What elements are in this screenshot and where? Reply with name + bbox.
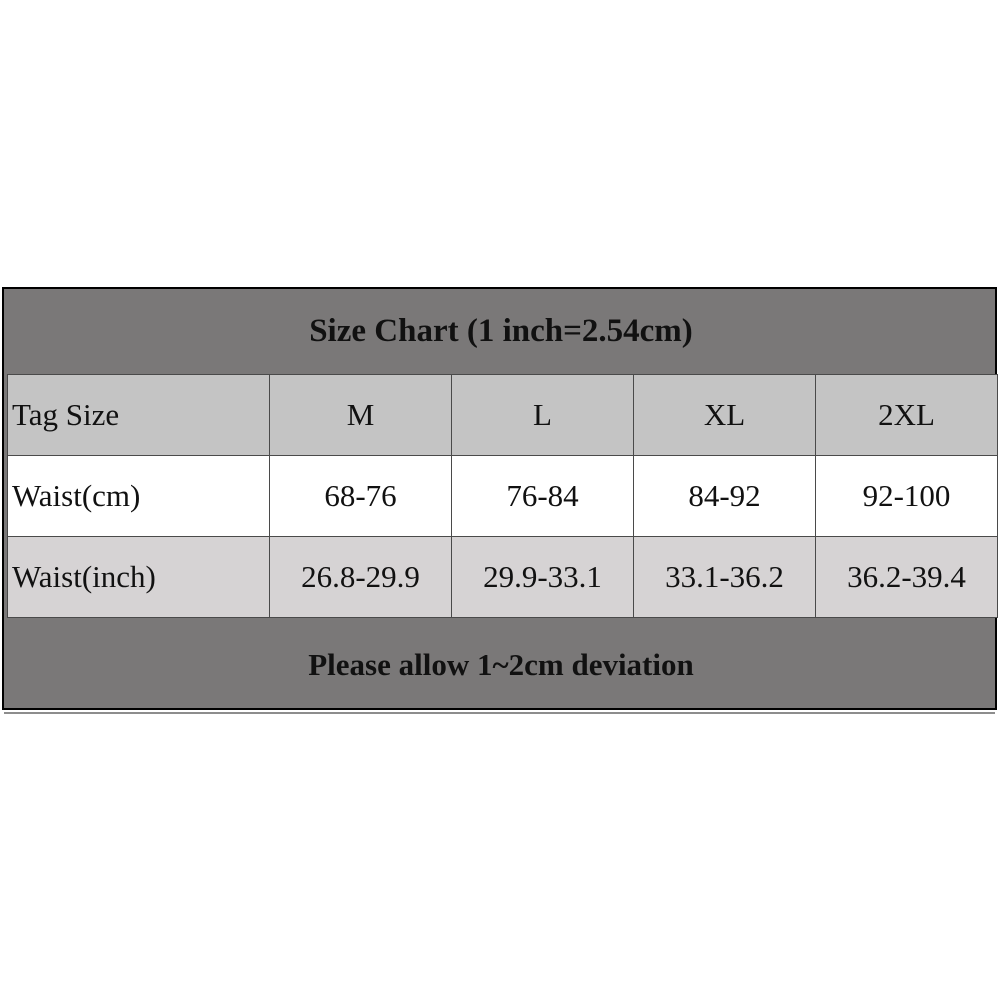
table-cell: 26.8-29.9 <box>270 537 452 618</box>
table-cell: 76-84 <box>452 456 634 537</box>
deviation-note: Please allow 1~2cm deviation <box>7 626 995 704</box>
table-cell: 92-100 <box>816 456 998 537</box>
row-label-waist-cm: Waist(cm) <box>8 456 270 537</box>
header-cell-tag-size: Tag Size <box>8 375 270 456</box>
size-table <box>7 374 998 618</box>
table-header-row <box>8 375 998 456</box>
table-cell: 68-76 <box>270 456 452 537</box>
row-label-waist-inch: Waist(inch) <box>8 537 270 618</box>
header-cell-l: L <box>452 375 634 456</box>
size-chart <box>2 287 997 710</box>
table-cell: 33.1-36.2 <box>634 537 816 618</box>
table-cell: 29.9-33.1 <box>452 537 634 618</box>
table-row-waist-cm <box>8 456 998 537</box>
header-cell-xl: XL <box>634 375 816 456</box>
table-cell: 36.2-39.4 <box>816 537 998 618</box>
chart-title: Size Chart (1 inch=2.54cm) <box>7 292 995 371</box>
table-row-waist-inch <box>8 537 998 618</box>
table-cell: 84-92 <box>634 456 816 537</box>
header-cell-2xl: 2XL <box>816 375 998 456</box>
header-cell-m: M <box>270 375 452 456</box>
